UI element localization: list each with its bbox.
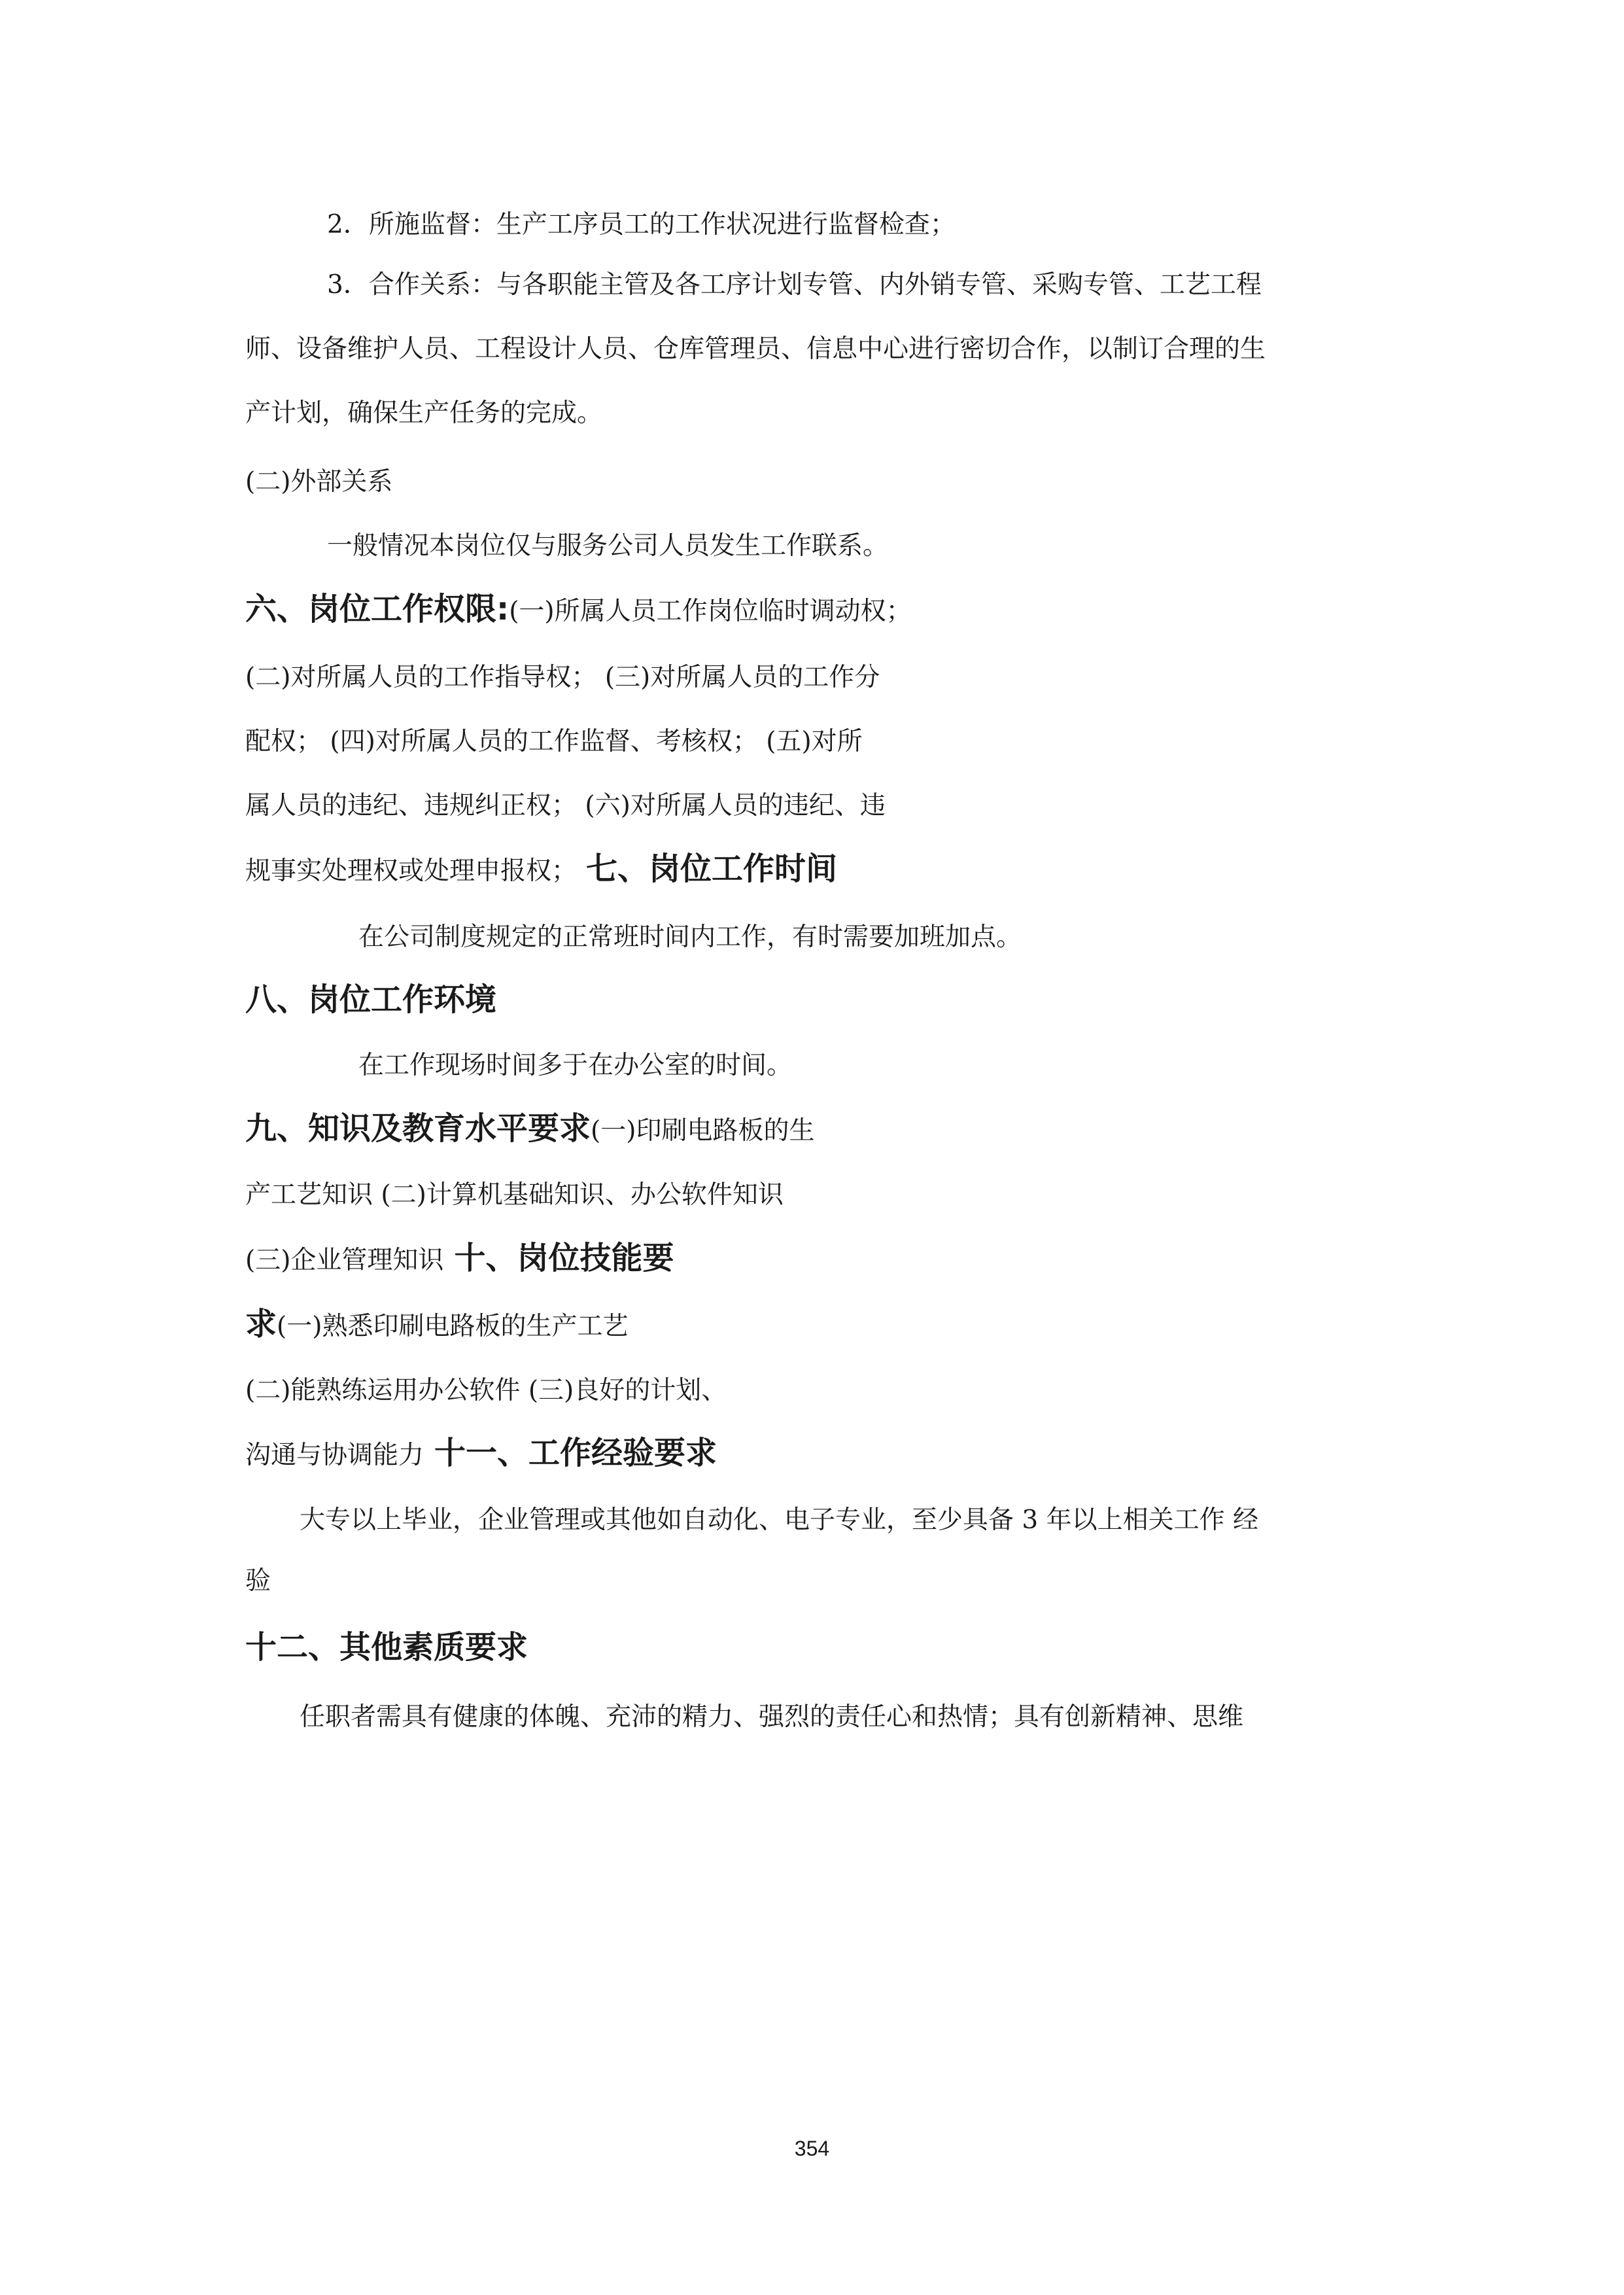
line-text: (三)企业管理知识 [245, 1246, 444, 1275]
section-heading: 十、岗位技能要 [454, 1240, 674, 1276]
line-text: 在公司制度规定的正常班时间内工作，有时需要加班加点。 [358, 922, 1022, 952]
text-line [245, 724, 863, 760]
text-line [245, 591, 912, 630]
line-text: 规事实处理权或处理申报权； [245, 856, 578, 886]
line-text: 师、设备维护人员、工程设计人员、仓库管理员、信息中心进行密切合作，以制订合理的生 [245, 334, 1266, 364]
line-text: 3．合作关系：与各职能主管及各工序计划专管、内外销专管、采购专管、工艺工程 [327, 270, 1262, 300]
line-text: 产计划，确保生产任务的完成。 [245, 398, 603, 428]
section-heading: 十一、工作经验要求 [434, 1435, 717, 1471]
line-text: 任职者需具有健康的体魄、充沛的精力、强烈的责任心和热情；具有创新精神、思维 [300, 1702, 1244, 1732]
line-text: 验 [245, 1566, 271, 1596]
section-heading: 六、岗位工作权限: [245, 591, 510, 627]
line-text: 一般情况本岗位仅与服务公司人员发生工作联系。 [327, 531, 889, 561]
line-text: (一)所属人员工作岗位临时调动权； [509, 597, 912, 626]
section-heading: 九、知识及教育水平要求 [245, 1110, 591, 1147]
line-text: 配权； (四)对所属人员的工作监督、考核权； (五)对所 [245, 727, 863, 756]
text-line [245, 788, 886, 824]
line-text: 大专以上毕业，企业管理或其他如自动化、电子专业，至少具备 3 年以上相关工作 经 [300, 1505, 1259, 1535]
line-text: (一)印刷电路板的生 [591, 1116, 815, 1146]
text-line [300, 1699, 1243, 1736]
section-heading: 求 [245, 1306, 277, 1342]
text-line [245, 331, 1266, 368]
line-text: 2．所施监督：生产工序员工的工作状况进行监督检查； [327, 210, 956, 239]
text-line [245, 1240, 674, 1279]
line-text: 沟通与协调能力 [245, 1441, 424, 1470]
page-number: 354 [794, 2137, 830, 2160]
text-line [358, 1047, 792, 1084]
text-line [327, 207, 956, 243]
text-line [327, 267, 1262, 304]
text-line [327, 528, 888, 565]
text-line [245, 1373, 727, 1409]
line-text: (二)对所属人员的工作指导权； (三)对所属人员的工作分 [245, 663, 880, 692]
text-line [300, 1502, 1258, 1539]
text-line [245, 850, 837, 890]
line-text: 产工艺知识 (二)计算机基础知识、办公软件知识 [245, 1180, 784, 1210]
section-heading: 十二、其他素质要求 [245, 1629, 528, 1666]
line-text: (二)外部关系 [245, 467, 393, 497]
text-line [245, 464, 392, 500]
text-line [245, 1177, 784, 1214]
line-text: (二)能熟练运用办公软件 (三)良好的计划、 [245, 1376, 727, 1405]
text-line [245, 1435, 717, 1474]
text-line [245, 395, 602, 432]
text-line [245, 1110, 814, 1149]
text-line [245, 659, 880, 696]
text-line [245, 1306, 628, 1345]
line-text: 属人员的违纪、违规纠正权； (六)对所属人员的违纪、违 [245, 791, 886, 820]
section-heading: 八、岗位工作环境 [245, 981, 497, 1018]
line-text: (一)熟悉印刷电路板的生产工艺 [277, 1312, 629, 1341]
text-line [358, 919, 1022, 956]
text-line [245, 1629, 528, 1668]
text-line [245, 1563, 271, 1600]
line-text: 在工作现场时间多于在办公室的时间。 [358, 1051, 793, 1080]
section-heading: 七、岗位工作时间 [586, 850, 838, 887]
text-line [245, 981, 496, 1021]
